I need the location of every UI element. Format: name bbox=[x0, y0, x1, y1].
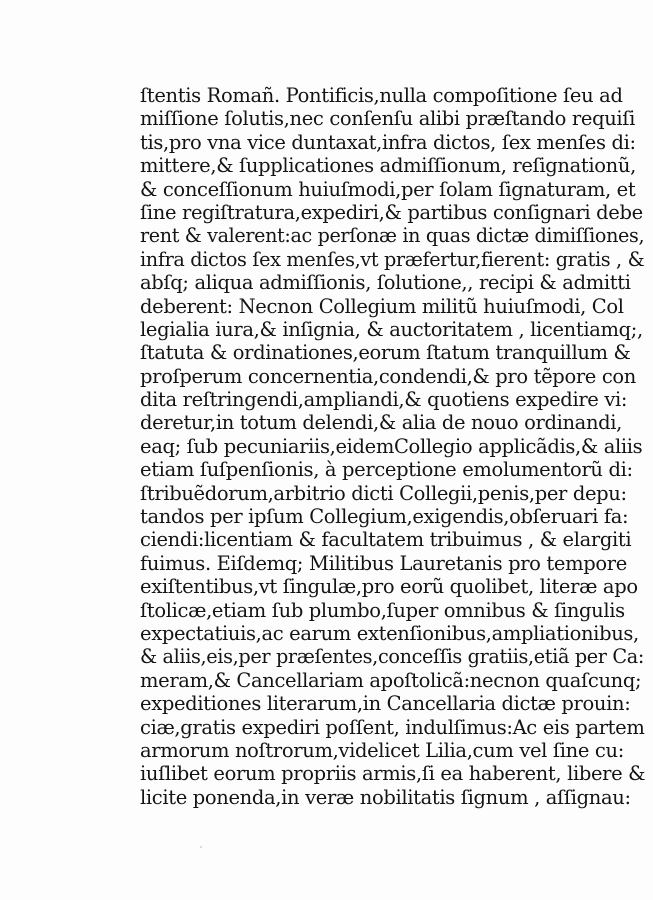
text-line-8: infra dictos ſex menſes,vt præfertur,fierent: gratis , & bbox=[140, 247, 645, 271]
text-line-12: ſtatuta & ordinationes,eorum ſtatum tranquillum & bbox=[140, 341, 631, 365]
text-line-11: legialia iura,& inſignia, & auctoritatem , licentiamq;, bbox=[140, 317, 643, 341]
text-line-23: ſtolicæ,etiam ſub plumbo,ſuper omnibus & ſingulis bbox=[140, 598, 625, 622]
text-line-10: deberent: Necnon Collegium militũ huiuſmodi, Col bbox=[140, 294, 624, 318]
text-line-16: eaq; ſub pecuniariis,eidemCollegio applicãdis,& aliis bbox=[140, 434, 643, 458]
text-line-21: fuimus. Eiſdemq; Militibus Lauretanis pro tempore bbox=[140, 551, 627, 575]
text-line-28: ciæ,gratis expediri poſſent, indulſimus:Ac eis partem bbox=[140, 715, 645, 739]
text-line-4: mittere,& ſupplicationes admiſſionum, reſignationũ, bbox=[140, 154, 636, 178]
text-line-27: expeditiones literarum,in Cancellaria dictæ prouin: bbox=[140, 692, 631, 716]
text-line-30: iuſlibet eorum propriis armis,ſi ea haberent, libere & bbox=[140, 762, 646, 786]
text-line-6: ſine regiſtratura,expediri,& partibus conſignari debe bbox=[140, 200, 643, 224]
text-line-7: rent & valerent:ac perſonæ in quas dictæ dimiſſiones, bbox=[140, 224, 645, 248]
text-line-25: & aliis,eis,per præſentes,conceſſis gratiis,etiã per Ca: bbox=[140, 645, 644, 669]
text-line-31: licite ponenda,in veræ nobilitatis ſignum , aſſignau: bbox=[140, 785, 631, 809]
paper-speck bbox=[200, 846, 202, 848]
text-line-13: proſperum concernentia,condendi,& pro tẽpore con bbox=[140, 364, 637, 388]
text-line-2: miſſione ſolutis,nec conſenſu alibi præſtando requiſi bbox=[140, 107, 636, 131]
text-line-3: tis,pro vna vice duntaxat,infra dictos, ſex menſes di: bbox=[140, 130, 636, 154]
text-line-22: exiſtentibus,vt ſingulæ,pro eorũ quolibet, literæ apo bbox=[140, 575, 638, 599]
text-line-15: deretur,in totum delendi,& alia de nouo ordinandi, bbox=[140, 411, 623, 435]
text-line-20: ciendi:licentiam & facultatem tribuimus , & elargiti bbox=[140, 528, 632, 552]
text-line-19: tandos per ipſum Collegium,exigendis,obſeruari fa: bbox=[140, 505, 629, 529]
text-line-26: meram,& Cancellariam apoſtolicã:necnon quaſcunq; bbox=[140, 668, 642, 692]
text-line-9: abſq; aliqua admiſſionis, ſolutione,, recipi & admitti bbox=[140, 271, 631, 295]
text-line-14: dita reſtringendi,ampliandi,& quotiens expedire vi: bbox=[140, 388, 628, 412]
text-line-24: expectatiuis,ac earum extenſionibus,ampliationibus, bbox=[140, 621, 639, 645]
latin-text-block bbox=[140, 84, 646, 809]
text-line-1: ſtentis Romañ. Pontificis,nulla compoſitione ſeu ad bbox=[140, 84, 623, 107]
text-line-29: armorum noſtrorum,videlicet Lilia,cum vel ſine cu: bbox=[140, 738, 624, 762]
text-line-17: etiam ſuſpenſionis, à perceptione emolumentorũ di: bbox=[140, 458, 633, 482]
text-line-5: & conceſſionum huiuſmodi,per ſolam ſignaturam, et bbox=[140, 177, 636, 201]
text-line-18: ſtribuẽdorum,arbitrio dicti Collegii,penis,per depu: bbox=[140, 481, 627, 505]
